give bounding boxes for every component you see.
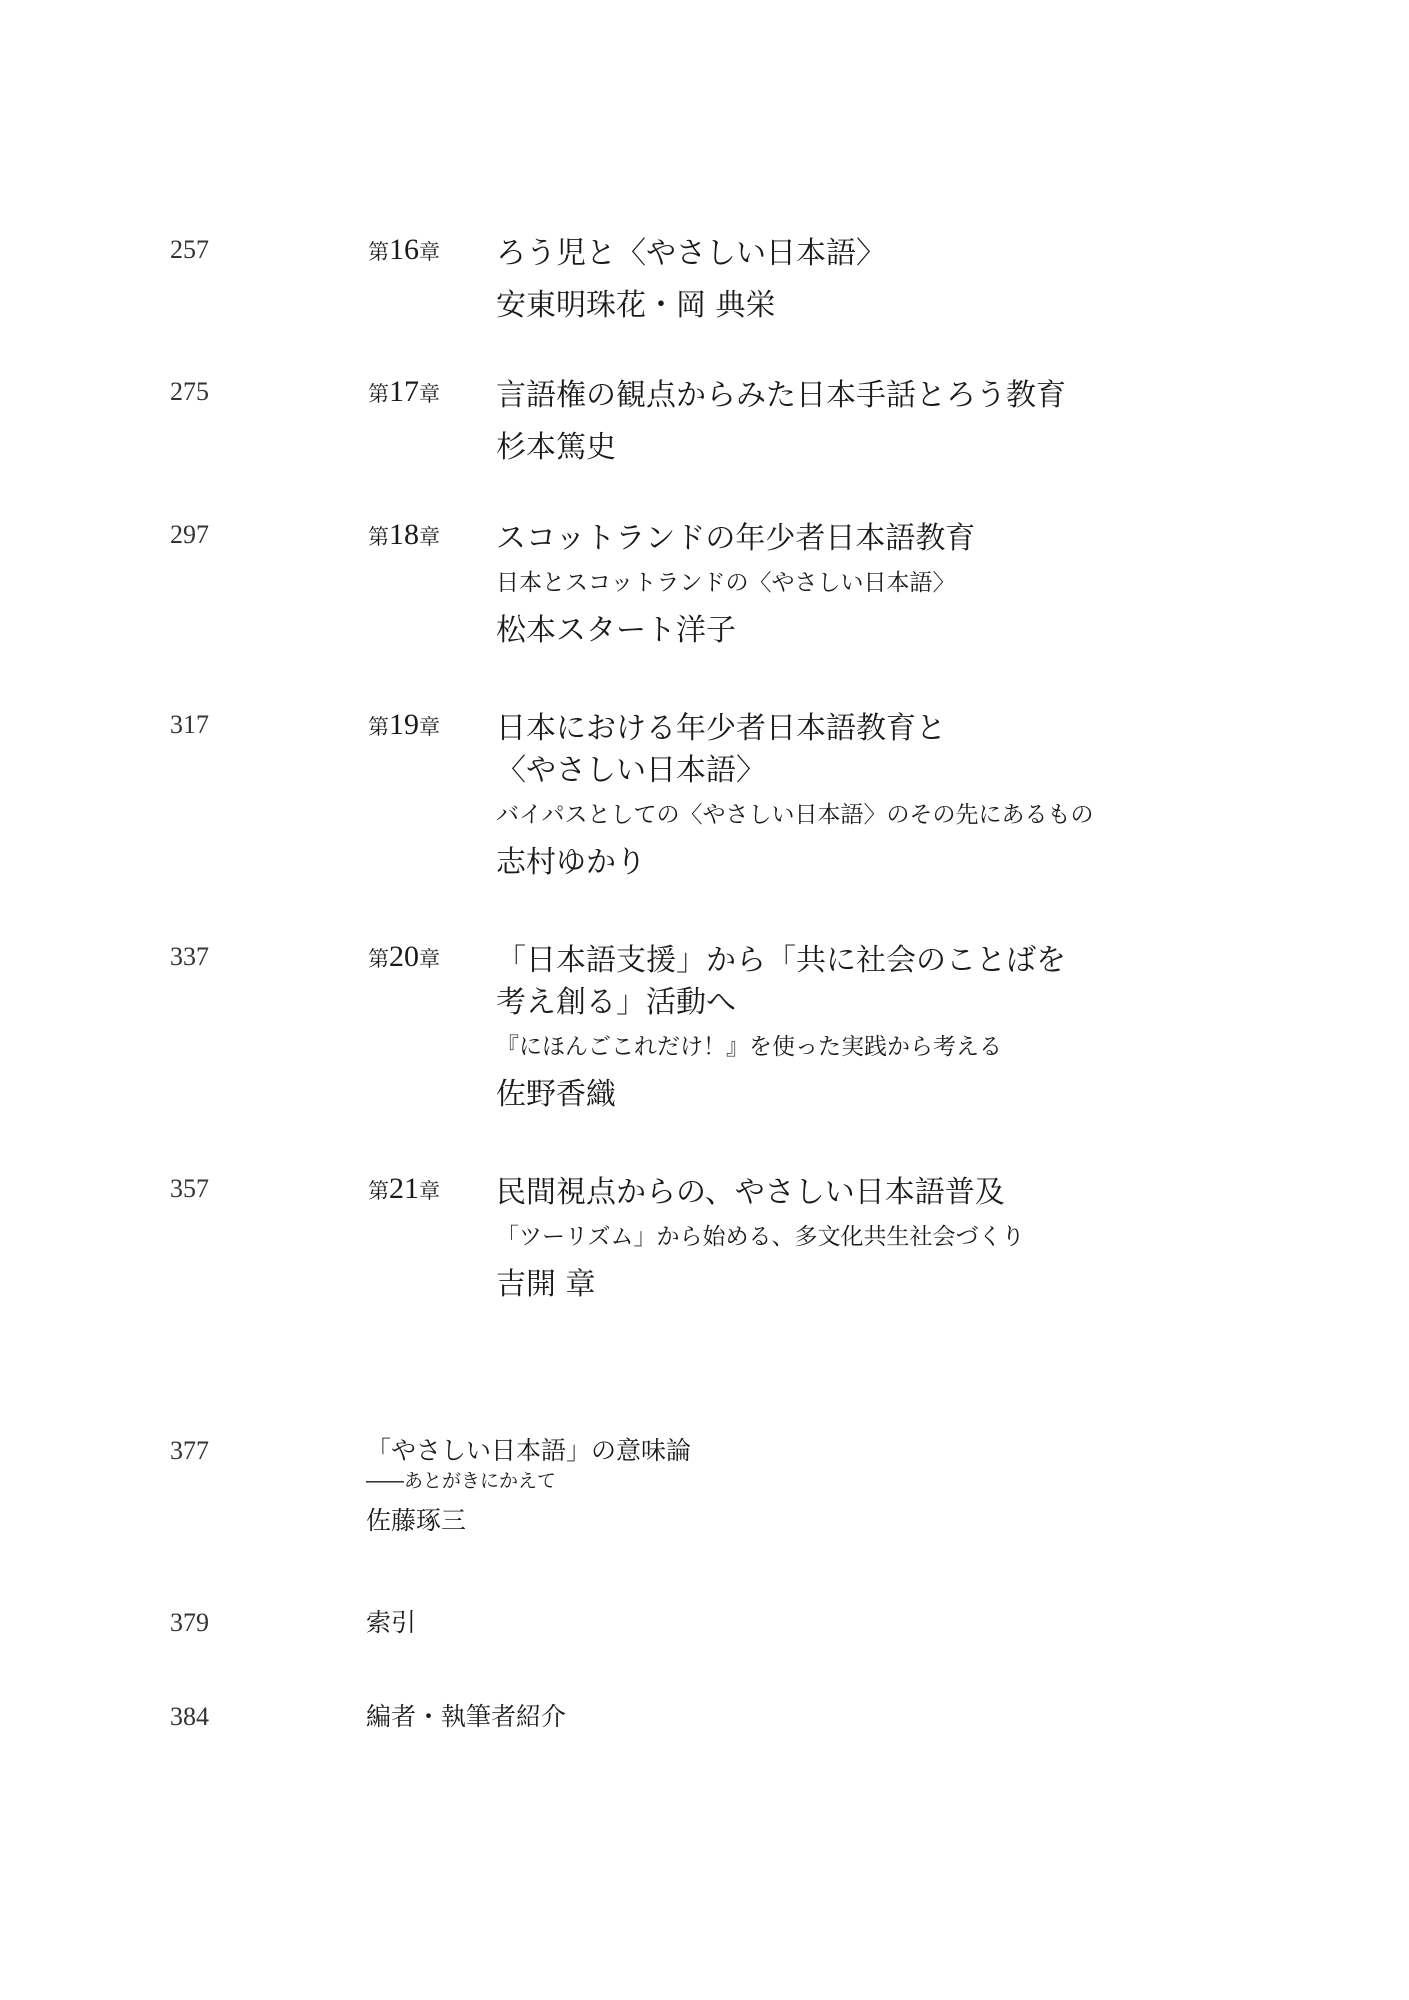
chapter-title: ろう児と〈やさしい日本語〉 xyxy=(496,236,886,271)
back-matter-subtitle: ――あとがきにかえて xyxy=(366,1470,557,1492)
chapter-title: スコットランドの年少者日本語教育 xyxy=(496,521,976,556)
chapter-subtitle: 「ツーリズム」から始める、多文化共生社会づくり xyxy=(496,1224,1025,1250)
chapter-prefix: 第 xyxy=(368,382,389,406)
chapter-label xyxy=(368,940,440,978)
back-matter-title: 編者・執筆者紹介 xyxy=(366,1702,567,1731)
chapter-author: 佐野香織 xyxy=(496,1077,616,1112)
chapter-label xyxy=(368,1172,440,1210)
back-matter-body xyxy=(366,1700,1266,1734)
chapter-title: 民間視点からの、やさしい日本語普及 xyxy=(496,1175,1005,1210)
chapter-title: 「日本語支援」から「共に社会のことばを xyxy=(496,943,1066,978)
chapter-number: 17 xyxy=(389,375,419,408)
chapter-body xyxy=(496,233,1376,327)
chapter-title-line-2: 考え創る」活動へ xyxy=(496,985,736,1020)
chapter-body xyxy=(496,940,1376,1116)
chapter-prefix: 第 xyxy=(368,715,389,739)
chapter-title-line-2: 〈やさしい日本語〉 xyxy=(496,753,766,788)
chapter-number: 19 xyxy=(389,708,419,741)
chapter-body xyxy=(496,708,1376,884)
chapter-title: 日本における年少者日本語教育と xyxy=(496,711,946,746)
chapter-author: 吉開 章 xyxy=(496,1267,596,1302)
chapter-label xyxy=(368,375,440,413)
chapter-suffix: 章 xyxy=(419,382,440,406)
chapter-label xyxy=(368,708,440,746)
chapter-prefix: 第 xyxy=(368,947,389,971)
page-number: 357 xyxy=(170,1174,209,1203)
back-matter-title: 索引 xyxy=(366,1608,417,1637)
page-number: 297 xyxy=(170,520,209,549)
chapter-suffix: 章 xyxy=(419,947,440,971)
chapter-number: 21 xyxy=(389,1172,419,1205)
chapter-body xyxy=(496,1172,1376,1306)
chapter-number: 18 xyxy=(389,518,419,551)
chapter-body xyxy=(496,518,1376,652)
page-number: 384 xyxy=(170,1702,209,1731)
back-matter-body xyxy=(366,1434,1266,1538)
chapter-prefix: 第 xyxy=(368,240,389,264)
chapter-number: 20 xyxy=(389,940,419,973)
chapter-suffix: 章 xyxy=(419,715,440,739)
chapter-prefix: 第 xyxy=(368,1179,389,1203)
page-number: 317 xyxy=(170,710,209,739)
page-number: 257 xyxy=(170,235,209,264)
chapter-prefix: 第 xyxy=(368,525,389,549)
chapter-label xyxy=(368,518,440,556)
back-matter-body xyxy=(366,1606,1266,1640)
chapter-author: 安東明珠花・岡 典栄 xyxy=(496,288,776,323)
back-matter-title: 「やさしい日本語」の意味論 xyxy=(366,1436,692,1465)
chapter-number: 16 xyxy=(389,233,419,266)
chapter-body xyxy=(496,375,1376,469)
chapter-label xyxy=(368,233,440,271)
chapter-suffix: 章 xyxy=(419,240,440,264)
chapter-suffix: 章 xyxy=(419,1179,440,1203)
chapter-subtitle: 日本とスコットランドの〈やさしい日本語〉 xyxy=(496,570,956,596)
chapter-title: 言語権の観点からみた日本手話とろう教育 xyxy=(496,378,1066,413)
chapter-subtitle: バイパスとしての〈やさしい日本語〉のその先にあるもの xyxy=(496,802,1094,828)
chapter-author: 杉本篤史 xyxy=(496,430,616,465)
chapter-subtitle: 『にほんごこれだけ！』を使った実践から考える xyxy=(496,1034,1002,1060)
chapter-suffix: 章 xyxy=(419,525,440,549)
page-number: 377 xyxy=(170,1436,209,1465)
page-number: 337 xyxy=(170,942,209,971)
back-matter-author: 佐藤琢三 xyxy=(366,1506,467,1535)
chapter-author: 志村ゆかり xyxy=(496,845,646,880)
page-number: 379 xyxy=(170,1608,209,1637)
page-number: 275 xyxy=(170,377,209,406)
chapter-author: 松本スタート洋子 xyxy=(496,613,736,648)
